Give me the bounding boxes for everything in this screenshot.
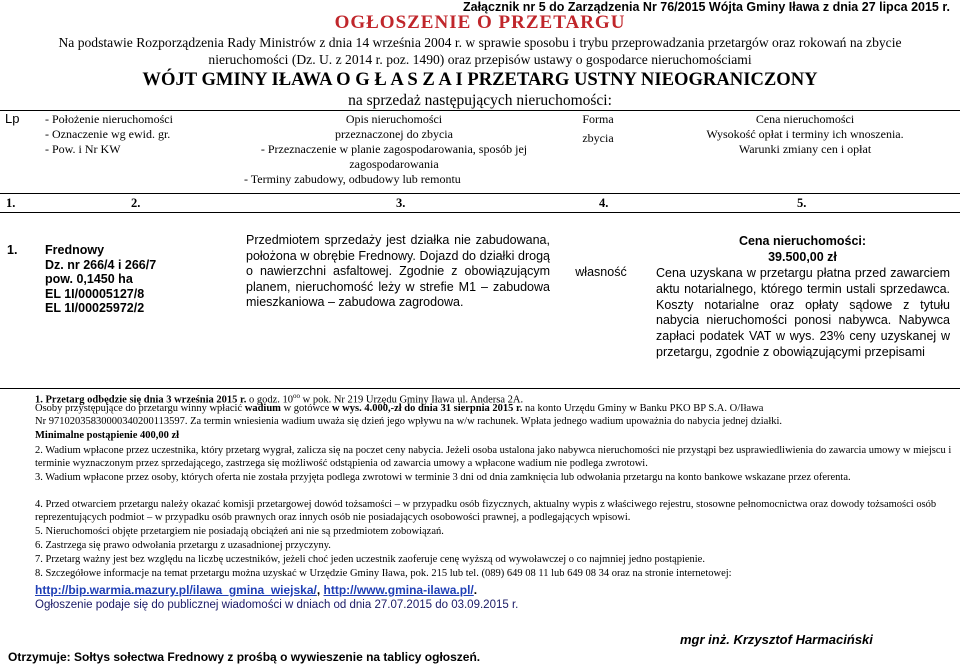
header-description-line: Opis nieruchomości	[345, 112, 443, 126]
column-number: 3.	[396, 196, 406, 210]
column-number: 1.	[6, 196, 16, 210]
note-2: 2. Wadium wpłacone przez uczestnika, który przetarg wygrał, zalicza się na poczet ceny nabycia. Jeżeli osoba ustalona jako nabywca nieruchomości nie przystąpi bez usprawiedliwienia do zawarcia umowy w miejscu i terminie wyznaczonym przez sprzedającego, zastrzega się możliwość odstąpienia od zawarcia umowy a wpłacone wadium nie podlega zwrotowi.	[35, 445, 952, 469]
land-register-1: EL 1I/00005127/8	[45, 286, 145, 301]
header-location	[45, 112, 215, 157]
links-row	[35, 583, 477, 597]
signature: mgr inż. Krzysztof Harmaciński	[680, 632, 873, 647]
column-number: 4.	[599, 196, 609, 210]
table-header-divider	[0, 193, 960, 194]
page-title: OGŁOSZENIE O PRZETARGU	[334, 12, 626, 33]
land-register-2: EL 1I/00025972/2	[45, 301, 145, 315]
header-price-line: Cena nieruchomości	[755, 112, 855, 126]
note-3: 3. Wadium wpłacone przez osoby, których oferta nie została przyjęta podlega zwrotowi w terminie 3 dni od dnia zamknięcia lub odwołania przetargu na konto bankowe wskazane przez oferenta.	[35, 472, 851, 483]
deposit-text: w gotówce	[280, 403, 332, 414]
attachment-note: Załącznik nr 5 do Zarządzenia Nr 76/2015 Wójta Gminy Iława z dnia 27 lipca 2015 r.	[463, 0, 950, 14]
column-number: 5.	[797, 196, 807, 210]
note-5: 5. Nieruchomości objęte przetargiem nie posiadają obciążeń ani nie są przedmiotem zobowiązań.	[35, 526, 444, 537]
link-end: .	[473, 583, 478, 597]
legal-basis-line1: Na podstawie Rozporządzenia Rady Ministrów z dnia 14 września 2004 r. w sprawie sposobu i trybu przeprowadzania przetargów oraz rokowań na zbycie	[58, 35, 902, 50]
note-4: 4. Przed otwarciem przetargu należy okazać komisji przetargowej dowód tożsamości – w przypadku osób fizycznych, aktualny wypis z właściwego rejestru, stosowne pełnomocnictwa oraz dowody tożsamości osób reprezentujących podmiot – w przypadku osób prawnych oraz innych osób nie posiadających osobowości prawnej, a podlegających wpisowi.	[35, 499, 937, 523]
deposit-word: wadium	[244, 403, 281, 414]
price-conditions: Cena uzyskana w przetargu płatna przed zawarciem aktu notarialnego, którego termin ustali sprzedawca. Koszty notarialne oraz opłaty sądowe z tytułu nabycia nieruchomości ponosi nabywca. Nabywca zapłaci podatek VAT w wys. 23% ceny uzyskanej w przetargu, zgodnie z obowiązującymi przepisami	[656, 266, 950, 359]
header-description-line: przeznaczonej do zbycia	[335, 127, 453, 141]
note-8: 8. Szczegółowe informacje na temat przetargu można uzyskać w Urzędzie Gminy Iława, pok. 215 lub tel. (089) 649 08 11 lub 649 08 34 oraz na stronie internetowej:	[35, 568, 732, 579]
header-form-line: Forma	[582, 112, 614, 126]
deposit-info-line2: Nr 97102035830000340200113597. Za termin wniesienia wadium uważa się dzień jego wpływu na w/w rachunek. Wpłata jednego wadium upoważnia do nabycia jednej działki.	[35, 416, 783, 427]
note-1-sup: oo	[293, 392, 301, 400]
recipients-note: Otrzymuje: Sołtys sołectwa Frednowy z prośbą o wywieszenie na tablicy ogłoszeń.	[8, 650, 481, 664]
row-description: Przedmiotem sprzedaży jest działka nie zabudowana, położona w obrębie Frednowy. Dojazd do działki drogą o nawierzchni asfaltowej. Zgodnie z obowiązującym planem, nieruchomość leży w strefie M1 – zabudowa mieszkaniowa – zabudowa zagrodowa.	[246, 233, 550, 310]
deposit-amount: w wys. 4.000,-zł do dnia 31 sierpnia 2015 r.	[331, 403, 523, 414]
plot-area: pow. 0,1450 ha	[45, 272, 133, 286]
note-6: 6. Zastrzega się prawo odwołania przetargu z uzasadnionej przyczyny.	[35, 540, 331, 551]
header-lp: Lp	[5, 111, 20, 126]
table-numbers-divider	[0, 212, 960, 213]
deposit-account: na konto Urzędu Gminy w Banku PKO BP S.A. O/Iława	[522, 403, 764, 414]
row-form: własność	[575, 265, 627, 279]
price-value: 39.500,00 zł	[768, 250, 837, 264]
row-location	[45, 243, 156, 316]
header-price-line: Wysokość opłat i terminy ich wnoszenia.	[706, 127, 904, 141]
header-location-line: - Położenie nieruchomości	[45, 112, 173, 126]
header-description-line: zagospodarowania	[349, 157, 439, 171]
link-separator: ,	[316, 583, 324, 597]
header-description-line: - Terminy zabudowy, odbudowy lub remontu	[244, 172, 461, 186]
note-1-place: w pok. Nr 219 Urzędu Gminy Iława ul. Andersa 2A.	[300, 394, 524, 406]
subtitle: na sprzedaż następujących nieruchomości:	[348, 92, 612, 109]
price-label: Cena nieruchomości:	[738, 234, 867, 248]
bip-link[interactable]: http://bip.warmia.mazury.pl/ilawa_gmina_wiejska/	[35, 583, 317, 597]
plot-numbers: Dz. nr 266/4 i 266/7	[45, 257, 157, 272]
location-name: Frednowy	[45, 243, 105, 257]
header-description	[244, 112, 544, 187]
note-1-date: 1. Przetarg odbędzie się dnia 3 września 2015 r.	[35, 394, 247, 406]
note-7: 7. Przetarg ważny jest bez względu na liczbę uczestników, jeżeli choć jeden uczestnik zaoferuje cenę wyższą od wywoławczej o co najmniej jedno postąpienie.	[35, 554, 705, 565]
note-1-time: o godz. 10	[246, 394, 294, 406]
header-location-line: - Oznaczenie wg ewid. gr.	[45, 127, 171, 141]
legal-basis-line2: nieruchomości (Dz. U. z 2014 r. poz. 1490) oraz przepisów ustawy o gospodarce nieruchomościami	[208, 52, 752, 67]
header-description-line: - Przeznaczenie w planie zagospodarowania, sposób jej	[260, 142, 528, 156]
table-bottom-border	[0, 388, 960, 389]
header-price	[655, 112, 955, 157]
header-price-line: Warunki zmiany cen i opłat	[738, 142, 872, 156]
minimum-increment: Minimalne postąpienie 400,00 zł	[35, 430, 180, 441]
deposit-text: Osoby przystępujące do przetargu winny wpłacić	[35, 403, 245, 414]
gmina-website-link[interactable]: http://www.gmina-ilawa.pl/	[323, 583, 474, 597]
column-number: 2.	[131, 196, 141, 210]
publication-period: Ogłoszenie podaje się do publicznej wiadomości w dniach od dnia 27.07.2015 do 03.09.2015 r.	[35, 599, 519, 611]
table-top-border	[0, 110, 960, 111]
header-form	[558, 112, 638, 146]
row-lp: 1.	[7, 243, 18, 257]
header-form-line: zbycia	[582, 131, 614, 145]
main-title: WÓJT GMINY IŁAWA O G Ł A S Z A I PRZETARG USTNY NIEOGRANICZONY	[142, 69, 818, 90]
header-location-line: - Pow. i Nr KW	[45, 142, 121, 156]
deposit-info	[35, 403, 763, 416]
